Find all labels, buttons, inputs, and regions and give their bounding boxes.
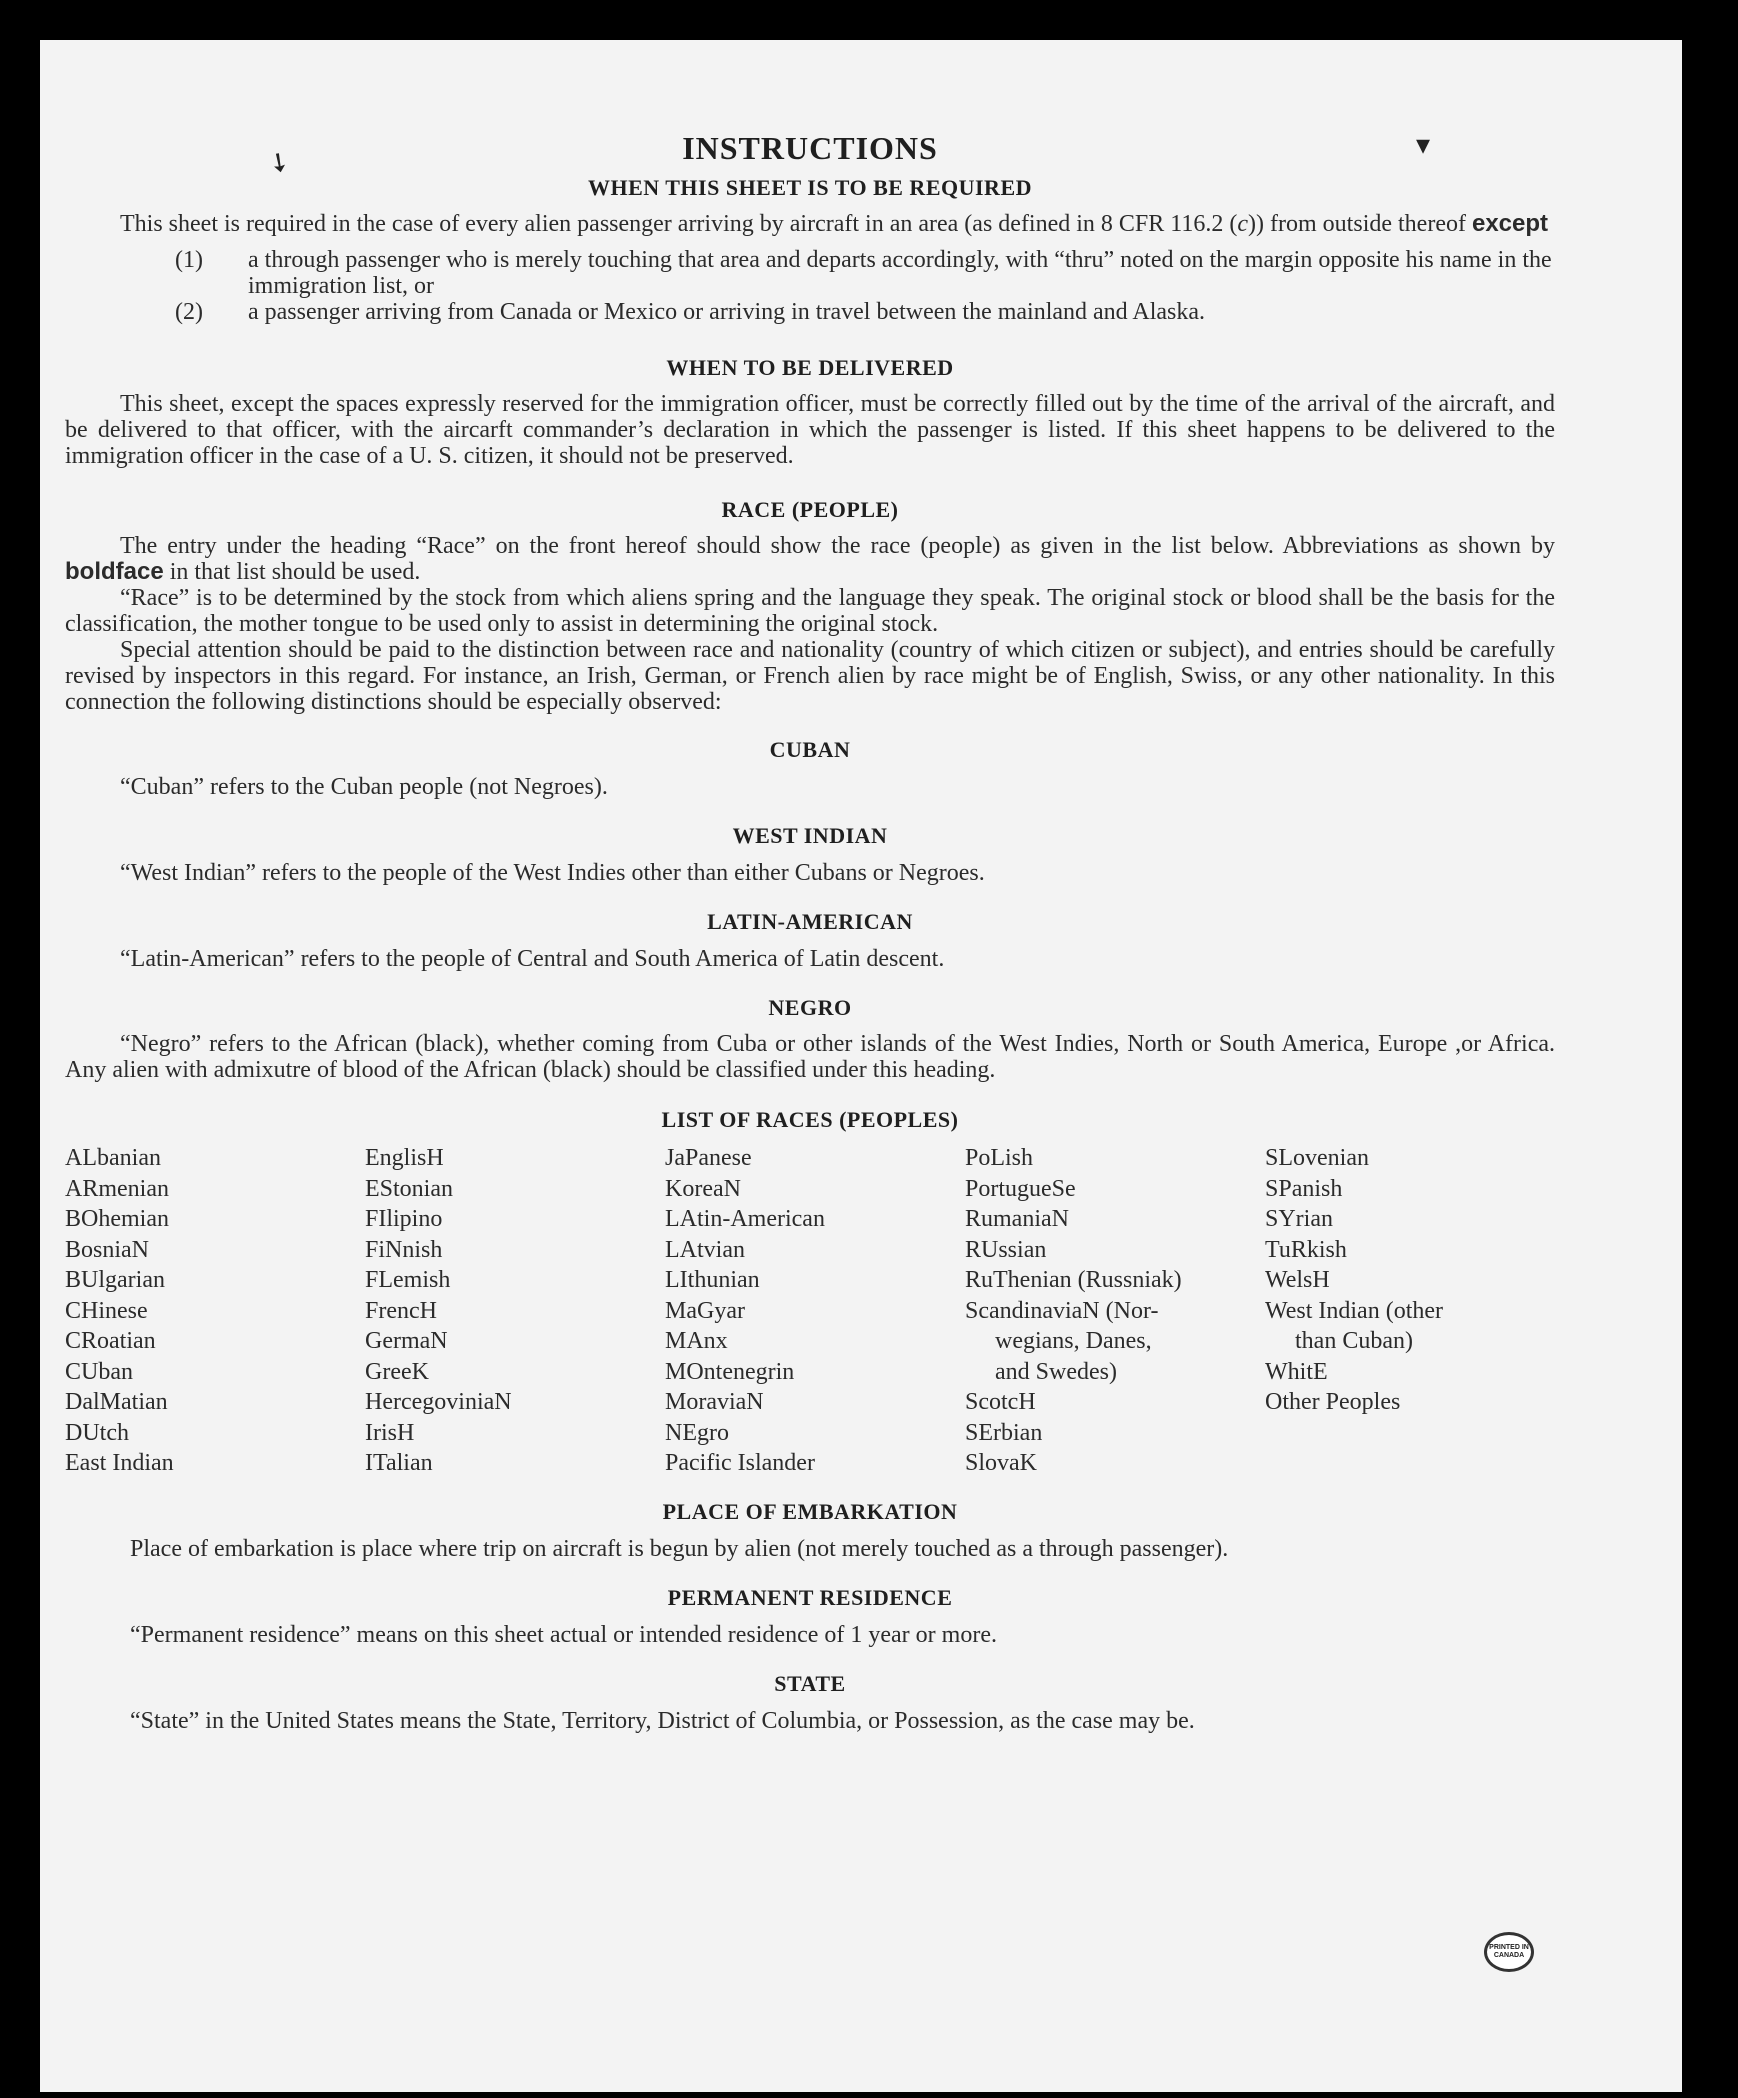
race-item: ARmenian bbox=[65, 1175, 169, 1202]
punch-mark: ▾ bbox=[1416, 128, 1431, 161]
section-heading-permanent-residence: PERMANENT RESIDENCE bbox=[667, 1584, 953, 1610]
section-heading-list-of-races: LIST OF RACES (PEOPLES) bbox=[661, 1107, 959, 1132]
race-item: NEgro bbox=[665, 1419, 729, 1446]
race-item: ITalian bbox=[365, 1450, 433, 1476]
race-item: WhitE bbox=[1265, 1358, 1328, 1385]
race-item: LAtvian bbox=[665, 1236, 745, 1263]
race-item: RuThenian (Russniak) bbox=[965, 1267, 1182, 1293]
printer-seal: PRINTED IN CANADA bbox=[1484, 1932, 1534, 1972]
race-item: IrisH bbox=[365, 1419, 415, 1446]
latin-american-paragraph: “Latin-American” refers to the people of Central and South America of Latin descent. bbox=[120, 946, 945, 972]
except-word: except bbox=[1471, 210, 1549, 237]
instructions-body bbox=[65, 130, 1555, 1735]
exceptions-list bbox=[65, 247, 1555, 325]
race-item: MAnx bbox=[665, 1328, 728, 1354]
race-item: JaPanese bbox=[665, 1145, 752, 1171]
race-item: TuRkish bbox=[1265, 1236, 1347, 1263]
punch-mark: ➘ bbox=[261, 144, 297, 182]
cuban-paragraph: “Cuban” refers to the Cuban people (not Negroes). bbox=[120, 774, 608, 800]
west-indian-paragraph: “West Indian” refers to the people of the West Indies other than either Cubans or Negroes. bbox=[120, 860, 985, 886]
race-item: than Cuban) bbox=[1295, 1328, 1413, 1354]
race-item: Pacific Islander bbox=[665, 1450, 815, 1476]
races-column bbox=[965, 1143, 1265, 1479]
race-item: BOhemian bbox=[65, 1206, 169, 1232]
race-item: LAtin-American bbox=[665, 1206, 825, 1232]
races-column bbox=[665, 1143, 965, 1479]
race-paragraph-3: Special attention should be paid to the distinction between race and nationality (country of which citizen or subject), and entries should be carefully revised by inspectors in this regard. For instance, an Irish, German, or French alien by race might be of English, Swiss, or any other nationality. In this connection the following distinctions should be especially observed: bbox=[65, 637, 1555, 715]
state-paragraph: “State” in the United States means the State, Territory, District of Columbia, or Possession, as the case may be. bbox=[130, 1707, 1195, 1734]
race-item: CRoatian bbox=[65, 1328, 156, 1354]
races-column bbox=[1265, 1143, 1565, 1479]
boldface-word: boldface bbox=[65, 558, 164, 585]
negro-paragraph: “Negro” refers to the African (black), whether coming from Cuba or other islands of the West Indies, North or South America, Europe ,or Africa. Any alien with admixutre of blood of the African (black) should be classified under this heading. bbox=[65, 1031, 1555, 1083]
embarkation-paragraph: Place of embarkation is place where trip on aircraft is begun by alien (not merely touched as a through passenger). bbox=[130, 1535, 1229, 1562]
race-item: FIlipino bbox=[365, 1206, 443, 1232]
race-item: PortugueSe bbox=[965, 1175, 1076, 1202]
race-item: CUban bbox=[65, 1358, 133, 1385]
delivered-paragraph: This sheet, except the spaces expressly reserved for the immigration officer, must be correctly filled out by the time of the arrival of the aircraft, and be delivered to that officer, with the aircarft commander’s declaration in which the passenger is listed. If this sheet happens to be delivered to the immigration officer in the case of a U. S. citizen, it should not be preserved. bbox=[65, 391, 1555, 469]
section-heading-state: STATE bbox=[774, 1670, 846, 1696]
race-item: SLovenian bbox=[1265, 1145, 1369, 1171]
section-heading-negro: NEGRO bbox=[768, 995, 852, 1020]
race-item: MOntenegrin bbox=[665, 1358, 795, 1385]
race-item: HercegoviniaN bbox=[365, 1389, 512, 1415]
race-item: DalMatian bbox=[65, 1389, 168, 1415]
race-item: MoraviaN bbox=[665, 1389, 764, 1415]
race-item: FrencH bbox=[365, 1297, 437, 1324]
race-item: SYrian bbox=[1265, 1206, 1333, 1232]
race-item: BUlgarian bbox=[65, 1267, 165, 1293]
section-heading-delivered: WHEN TO BE DELIVERED bbox=[666, 355, 954, 380]
race-item: KoreaN bbox=[665, 1175, 741, 1202]
race-item: CHinese bbox=[65, 1297, 148, 1324]
race-item: GermaN bbox=[365, 1328, 448, 1354]
race-item: Other Peoples bbox=[1265, 1389, 1401, 1415]
list-item: (1) a through passenger who is merely touching that area and departs accordingly, with “thru” noted on the margin opposite his name in the immigration list, or bbox=[175, 247, 1552, 299]
race-item: SlovaK bbox=[965, 1450, 1037, 1476]
races-table bbox=[65, 1143, 1565, 1479]
race-item: PoLish bbox=[965, 1145, 1034, 1171]
race-item: LIthunian bbox=[665, 1267, 760, 1293]
race-item: EnglisH bbox=[365, 1145, 444, 1171]
page-title: INSTRUCTIONS bbox=[682, 130, 938, 166]
race-item: MaGyar bbox=[665, 1297, 745, 1324]
section-heading-required: WHEN THIS SHEET IS TO BE REQUIRED bbox=[587, 175, 1033, 200]
race-paragraph-1: The entry under the heading “Race” on the front hereof should show the race (people) as given in the list below. Abbreviations as shown by boldface in that list should be used. bbox=[65, 533, 1555, 585]
race-item: SPanish bbox=[1265, 1175, 1343, 1202]
race-item: EStonian bbox=[365, 1175, 453, 1202]
race-item: WelsH bbox=[1265, 1267, 1330, 1293]
race-item: ScotcH bbox=[965, 1389, 1036, 1415]
race-paragraph-2: “Race” is to be determined by the stock from which aliens spring and the language they speak. The original stock or blood shall be the basis for the classification, the mother tongue to be used only to assist in determining the original stock. bbox=[65, 585, 1555, 637]
race-item: East Indian bbox=[65, 1450, 174, 1476]
required-paragraph: This sheet is required in the case of every alien passenger arriving by aircraft in an area (as defined in 8 CFR 116.2 (c)) from outside thereof except bbox=[120, 210, 1549, 237]
section-heading-embarkation: PLACE OF EMBARKATION bbox=[662, 1498, 958, 1524]
race-item: RUssian bbox=[965, 1236, 1047, 1263]
list-item: (2) a passenger arriving from Canada or Mexico or arriving in travel between the mainland and Alaska. bbox=[175, 299, 1205, 325]
race-item: West Indian (other bbox=[1265, 1297, 1444, 1324]
permanent-residence-paragraph: “Permanent residence” means on this sheet actual or intended residence of 1 year or more. bbox=[130, 1621, 997, 1648]
race-item: BosniaN bbox=[65, 1236, 149, 1263]
document-page bbox=[40, 40, 1682, 2092]
race-item: ALbanian bbox=[65, 1145, 161, 1171]
race-item: SErbian bbox=[965, 1419, 1043, 1446]
races-column bbox=[365, 1143, 665, 1479]
race-item: DUtch bbox=[65, 1419, 129, 1446]
section-heading-race: RACE (PEOPLE) bbox=[721, 497, 899, 522]
race-item: wegians, Danes, bbox=[995, 1328, 1152, 1354]
race-item: and Swedes) bbox=[995, 1358, 1117, 1385]
race-item: RumaniaN bbox=[965, 1206, 1069, 1232]
race-item: FiNnish bbox=[365, 1236, 443, 1263]
race-item: ScandinaviaN (Nor- bbox=[965, 1297, 1159, 1324]
race-item: FLemish bbox=[365, 1267, 451, 1293]
section-heading-latin-american: LATIN-AMERICAN bbox=[707, 909, 913, 934]
section-heading-cuban: CUBAN bbox=[769, 737, 851, 762]
races-column bbox=[65, 1143, 365, 1479]
race-item: GreeK bbox=[365, 1358, 429, 1385]
section-heading-west-indian: WEST INDIAN bbox=[732, 823, 888, 848]
